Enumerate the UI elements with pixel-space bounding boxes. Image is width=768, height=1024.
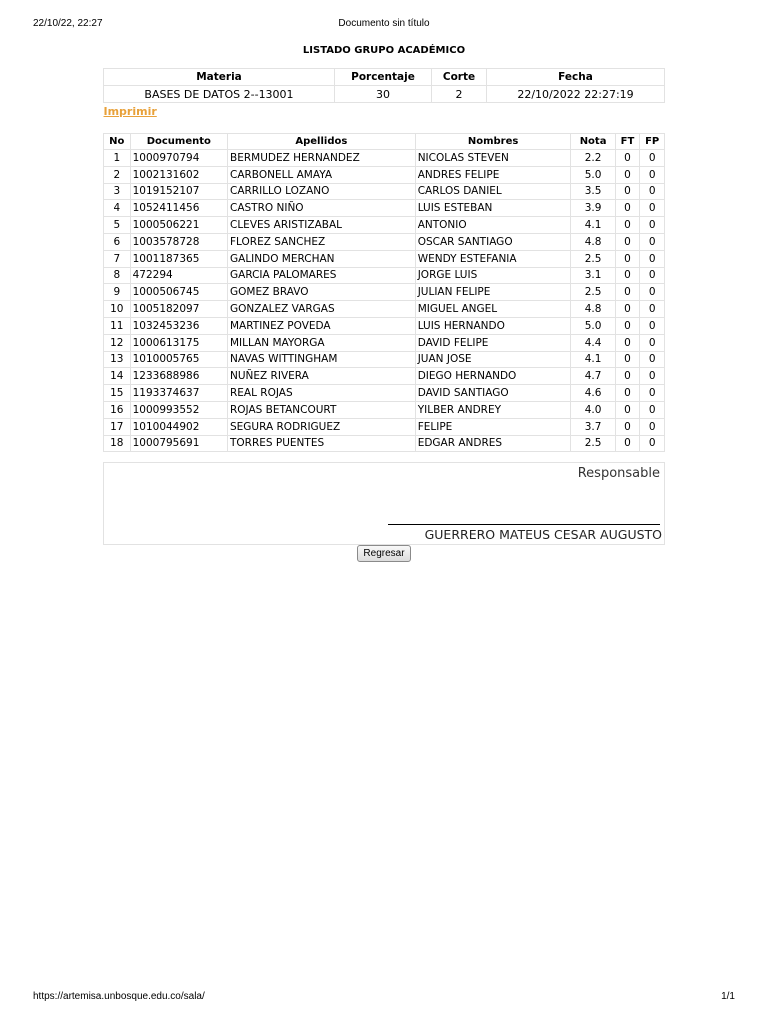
corte-value: 2 [432, 86, 487, 103]
porcentaje-value: 30 [335, 86, 432, 103]
table-row [104, 250, 665, 267]
cell-apellidos: ROJAS BETANCOURT [228, 401, 416, 418]
cell-no: 6 [104, 233, 131, 250]
signature-line [388, 524, 660, 525]
table-row [104, 267, 665, 284]
cell-nombres: LUIS HERNANDO [415, 317, 571, 334]
responsable-name: GUERRERO MATEUS CESAR AUGUSTO [424, 527, 662, 542]
cell-fp: 0 [640, 435, 665, 452]
cell-apellidos: GALINDO MERCHAN [228, 250, 416, 267]
cell-no: 11 [104, 317, 131, 334]
cell-documento: 1010044902 [130, 418, 227, 435]
cell-apellidos: NUÑEZ RIVERA [228, 368, 416, 385]
cell-no: 15 [104, 385, 131, 402]
cell-fp: 0 [640, 334, 665, 351]
cell-nombres: FELIPE [415, 418, 571, 435]
table-row [104, 385, 665, 402]
cell-nombres: JORGE LUIS [415, 267, 571, 284]
cell-documento: 1010005765 [130, 351, 227, 368]
cell-no: 10 [104, 301, 131, 318]
column-header-nombres: Nombres [415, 134, 571, 150]
cell-nota: 4.0 [571, 401, 615, 418]
cell-documento: 1001187365 [130, 250, 227, 267]
cell-fp: 0 [640, 217, 665, 234]
cell-apellidos: CARRILLO LOZANO [228, 183, 416, 200]
cell-nombres: NICOLAS STEVEN [415, 150, 571, 167]
cell-no: 1 [104, 150, 131, 167]
print-document-title: Documento sin título [338, 18, 430, 29]
cell-documento: 1000795691 [130, 435, 227, 452]
column-header-ft: FT [615, 134, 640, 150]
cell-ft: 0 [615, 233, 640, 250]
cell-nombres: OSCAR SANTIAGO [415, 233, 571, 250]
back-button[interactable]: Regresar [357, 545, 411, 562]
responsable-label: Responsable [577, 466, 660, 481]
cell-apellidos: TORRES PUENTES [228, 435, 416, 452]
cell-ft: 0 [615, 200, 640, 217]
cell-fp: 0 [640, 233, 665, 250]
table-row [104, 301, 665, 318]
cell-ft: 0 [615, 401, 640, 418]
table-row [104, 351, 665, 368]
column-header-documento: Documento [130, 134, 227, 150]
fecha-value: 22/10/2022 22:27:19 [487, 86, 665, 103]
cell-fp: 0 [640, 368, 665, 385]
materia-value: BASES DE DATOS 2--13001 [104, 86, 335, 103]
cell-documento: 1032453236 [130, 317, 227, 334]
cell-documento: 1000506745 [130, 284, 227, 301]
cell-fp: 0 [640, 166, 665, 183]
cell-nombres: JUAN JOSE [415, 351, 571, 368]
cell-apellidos: CASTRO NIÑO [228, 200, 416, 217]
cell-fp: 0 [640, 284, 665, 301]
cell-nota: 2.5 [571, 435, 615, 452]
cell-fp: 0 [640, 250, 665, 267]
cell-no: 12 [104, 334, 131, 351]
student-list-table [103, 133, 665, 452]
cell-ft: 0 [615, 301, 640, 318]
cell-nombres: CARLOS DANIEL [415, 183, 571, 200]
cell-ft: 0 [615, 351, 640, 368]
cell-nombres: LUIS ESTEBAN [415, 200, 571, 217]
cell-nota: 3.9 [571, 200, 615, 217]
page-title: LISTADO GRUPO ACADÉMICO [302, 45, 466, 56]
table-row [104, 150, 665, 167]
cell-ft: 0 [615, 183, 640, 200]
cell-ft: 0 [615, 166, 640, 183]
cell-nota: 2.5 [571, 250, 615, 267]
cell-ft: 0 [615, 385, 640, 402]
cell-no: 7 [104, 250, 131, 267]
student-list-body [104, 150, 665, 452]
cell-nota: 2.5 [571, 284, 615, 301]
cell-nota: 3.7 [571, 418, 615, 435]
cell-documento: 1019152107 [130, 183, 227, 200]
cell-apellidos: GOMEZ BRAVO [228, 284, 416, 301]
cell-apellidos: FLOREZ SANCHEZ [228, 233, 416, 250]
cell-documento: 1052411456 [130, 200, 227, 217]
cell-fp: 0 [640, 301, 665, 318]
cell-apellidos: NAVAS WITTINGHAM [228, 351, 416, 368]
cell-apellidos: REAL ROJAS [228, 385, 416, 402]
cell-fp: 0 [640, 401, 665, 418]
cell-apellidos: MILLAN MAYORGA [228, 334, 416, 351]
cell-nota: 3.5 [571, 183, 615, 200]
cell-no: 14 [104, 368, 131, 385]
cell-apellidos: GARCIA PALOMARES [228, 267, 416, 284]
cell-nombres: MIGUEL ANGEL [415, 301, 571, 318]
cell-no: 16 [104, 401, 131, 418]
cell-no: 4 [104, 200, 131, 217]
cell-nota: 4.6 [571, 385, 615, 402]
cell-no: 8 [104, 267, 131, 284]
column-header-no: No [104, 134, 131, 150]
cell-documento: 472294 [130, 267, 227, 284]
table-row [104, 183, 665, 200]
cell-no: 3 [104, 183, 131, 200]
table-row [104, 233, 665, 250]
cell-apellidos: BERMUDEZ HERNANDEZ [228, 150, 416, 167]
table-row [104, 284, 665, 301]
header-fecha: Fecha [487, 69, 665, 86]
cell-documento: 1005182097 [130, 301, 227, 318]
course-info-table [103, 68, 665, 119]
cell-nota: 4.1 [571, 351, 615, 368]
cell-fp: 0 [640, 267, 665, 284]
print-datetime: 22/10/22, 22:27 [33, 18, 103, 29]
cell-nota: 5.0 [571, 166, 615, 183]
cell-documento: 1193374637 [130, 385, 227, 402]
cell-no: 2 [104, 166, 131, 183]
cell-fp: 0 [640, 200, 665, 217]
cell-apellidos: SEGURA RODRIGUEZ [228, 418, 416, 435]
print-page-number: 1/1 [721, 991, 735, 1002]
table-row [104, 418, 665, 435]
cell-nombres: JULIAN FELIPE [415, 284, 571, 301]
cell-nombres: EDGAR ANDRES [415, 435, 571, 452]
cell-ft: 0 [615, 150, 640, 167]
cell-nombres: WENDY ESTEFANIA [415, 250, 571, 267]
cell-no: 17 [104, 418, 131, 435]
cell-no: 13 [104, 351, 131, 368]
table-row [104, 401, 665, 418]
cell-nota: 3.1 [571, 267, 615, 284]
cell-ft: 0 [615, 284, 640, 301]
cell-documento: 1003578728 [130, 233, 227, 250]
cell-nota: 4.8 [571, 233, 615, 250]
cell-nota: 5.0 [571, 317, 615, 334]
cell-ft: 0 [615, 435, 640, 452]
cell-nombres: ANDRES FELIPE [415, 166, 571, 183]
cell-documento: 1000970794 [130, 150, 227, 167]
cell-ft: 0 [615, 418, 640, 435]
cell-fp: 0 [640, 317, 665, 334]
cell-nombres: ANTONIO [415, 217, 571, 234]
cell-ft: 0 [615, 317, 640, 334]
cell-fp: 0 [640, 183, 665, 200]
cell-nota: 4.7 [571, 368, 615, 385]
cell-no: 5 [104, 217, 131, 234]
cell-nota: 4.1 [571, 217, 615, 234]
cell-ft: 0 [615, 267, 640, 284]
print-link[interactable]: Imprimir [103, 104, 157, 118]
cell-ft: 0 [615, 368, 640, 385]
cell-apellidos: CARBONELL AMAYA [228, 166, 416, 183]
table-row [104, 200, 665, 217]
cell-nombres: DAVID FELIPE [415, 334, 571, 351]
column-header-fp: FP [640, 134, 665, 150]
print-cell [104, 103, 665, 120]
course-info-row [104, 86, 665, 103]
responsable-box [103, 462, 665, 545]
cell-documento: 1233688986 [130, 368, 227, 385]
cell-documento: 1002131602 [130, 166, 227, 183]
cell-nota: 4.8 [571, 301, 615, 318]
table-row [104, 317, 665, 334]
cell-no: 18 [104, 435, 131, 452]
cell-apellidos: MARTINEZ POVEDA [228, 317, 416, 334]
cell-nota: 2.2 [571, 150, 615, 167]
cell-documento: 1000613175 [130, 334, 227, 351]
cell-ft: 0 [615, 250, 640, 267]
cell-apellidos: GONZALEZ VARGAS [228, 301, 416, 318]
student-list-header-row [104, 134, 665, 150]
table-row [104, 334, 665, 351]
table-row [104, 435, 665, 452]
cell-fp: 0 [640, 351, 665, 368]
header-materia: Materia [104, 69, 335, 86]
cell-apellidos: CLEVES ARISTIZABAL [228, 217, 416, 234]
header-corte: Corte [432, 69, 487, 86]
table-row [104, 368, 665, 385]
cell-fp: 0 [640, 385, 665, 402]
course-info-header-row [104, 69, 665, 86]
cell-ft: 0 [615, 217, 640, 234]
cell-ft: 0 [615, 334, 640, 351]
column-header-apellidos: Apellidos [228, 134, 416, 150]
cell-nombres: DAVID SANTIAGO [415, 385, 571, 402]
header-porcentaje: Porcentaje [335, 69, 432, 86]
cell-nota: 4.4 [571, 334, 615, 351]
cell-fp: 0 [640, 150, 665, 167]
table-row [104, 166, 665, 183]
cell-documento: 1000993552 [130, 401, 227, 418]
cell-documento: 1000506221 [130, 217, 227, 234]
cell-fp: 0 [640, 418, 665, 435]
table-row [104, 217, 665, 234]
print-url: https://artemisa.unbosque.edu.co/sala/ [33, 991, 205, 1002]
cell-no: 9 [104, 284, 131, 301]
column-header-nota: Nota [571, 134, 615, 150]
cell-nombres: DIEGO HERNANDO [415, 368, 571, 385]
print-row [104, 103, 665, 120]
cell-nombres: YILBER ANDREY [415, 401, 571, 418]
